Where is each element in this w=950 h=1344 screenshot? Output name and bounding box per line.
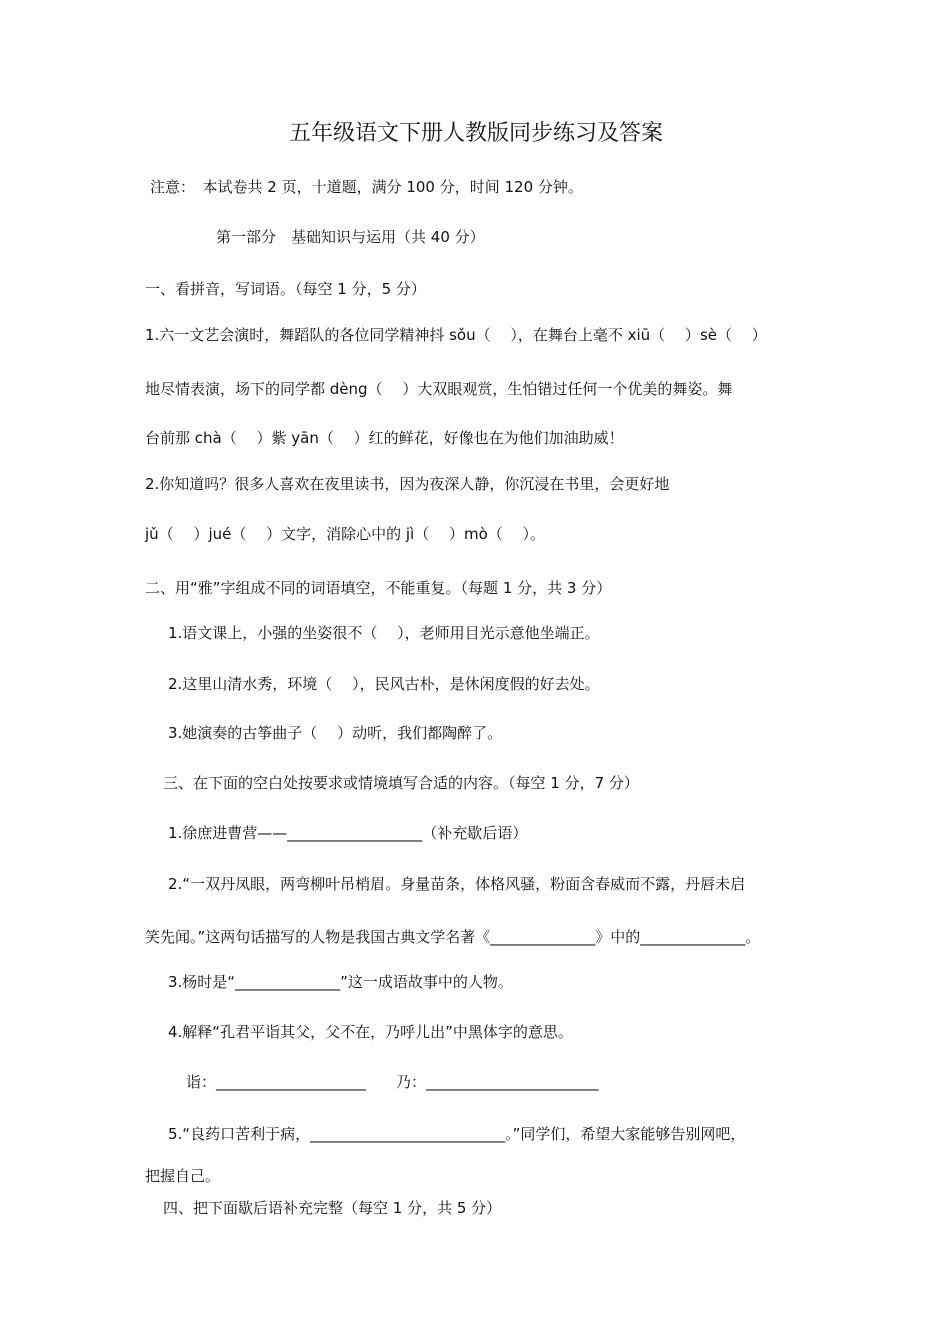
s1-q1-line3: 台前那 chà（ ）紫 yān（ ）红的鲜花，好像也在为他们加油助威！	[145, 429, 624, 447]
s3-q2-line1: 2.“一双丹凤眼，两弯柳叶吊梢眉。身量苗条，体格风骚，粉面含春威而不露，丹唇未启	[168, 875, 746, 893]
s3-q3: 3.杨时是“______________”这一成语故事中的人物。	[168, 973, 513, 991]
s3-q5-line2: 把握自己。	[145, 1167, 221, 1185]
s3-q1: 1.徐庶进曹营——__________________（补充歇后语）	[168, 824, 528, 842]
s2-q2: 2.这里山清水秀，环境（ ），民风古朴，是休闲度假的好去处。	[168, 675, 600, 693]
section-2-heading: 二、用“雅”字组成不同的词语填空，不能重复。（每题 1 分，共 3 分）	[145, 579, 612, 597]
s1-q2-line1: 2.你知道吗？很多人喜欢在夜里读书，因为夜深人静，你沉浸在书里，会更好地	[145, 475, 670, 493]
s3-q5-line1: 5.“良药口苦利于病，__________________________。”同学们，希望大家能够告别网吧，	[168, 1125, 746, 1143]
section-1-heading: 一、看拼音，写词语。（每空 1 分，5 分）	[145, 280, 426, 298]
s3-q2-line2: 笑先闻。”这两句话描写的人物是我国古典文学名著《______________》中的______________。	[145, 928, 761, 946]
s1-q1-line2: 地尽情表演，场下的同学都 dèng（ ）大双眼观赏，生怕错过任何一个优美的舞姿。舞	[145, 380, 733, 398]
section-4-heading: 四、把下面歇后语补充完整（每空 1 分，共 5 分）	[163, 1199, 502, 1217]
part-heading: 第一部分 基础知识与运用（共 40 分）	[216, 228, 485, 246]
s3-q4-blanks: 诣：____________________ 乃：_______________________	[186, 1073, 599, 1091]
section-3-heading: 三、在下面的空白处按要求或情境填写合适的内容。（每空 1 分，7 分）	[163, 774, 639, 792]
page-title: 五年级语文下册人教版同步练习及答案	[289, 121, 664, 146]
notice: 注意： 本试卷共 2 页，十道题，满分 100 分，时间 120 分钟。	[150, 178, 583, 196]
s1-q1-line1: 1.六一文艺会演时，舞蹈队的各位同学精神抖 sǒu（ ），在舞台上毫不 xiū（ ）sè（ ）	[145, 326, 767, 344]
s2-q3: 3.她演奏的古筝曲子（ ）动听，我们都陶醉了。	[168, 724, 503, 742]
s3-q4: 4.解释“孔君平诣其父，父不在，乃呼儿出”中黑体字的意思。	[168, 1023, 573, 1041]
s2-q1: 1.语文课上，小强的坐姿很不（ ），老师用目光示意他坐端正。	[168, 624, 600, 642]
s1-q2-line2: jǔ（ ）jué（ ）文字，消除心中的 jì（ ）mò（ ）。	[145, 525, 546, 543]
